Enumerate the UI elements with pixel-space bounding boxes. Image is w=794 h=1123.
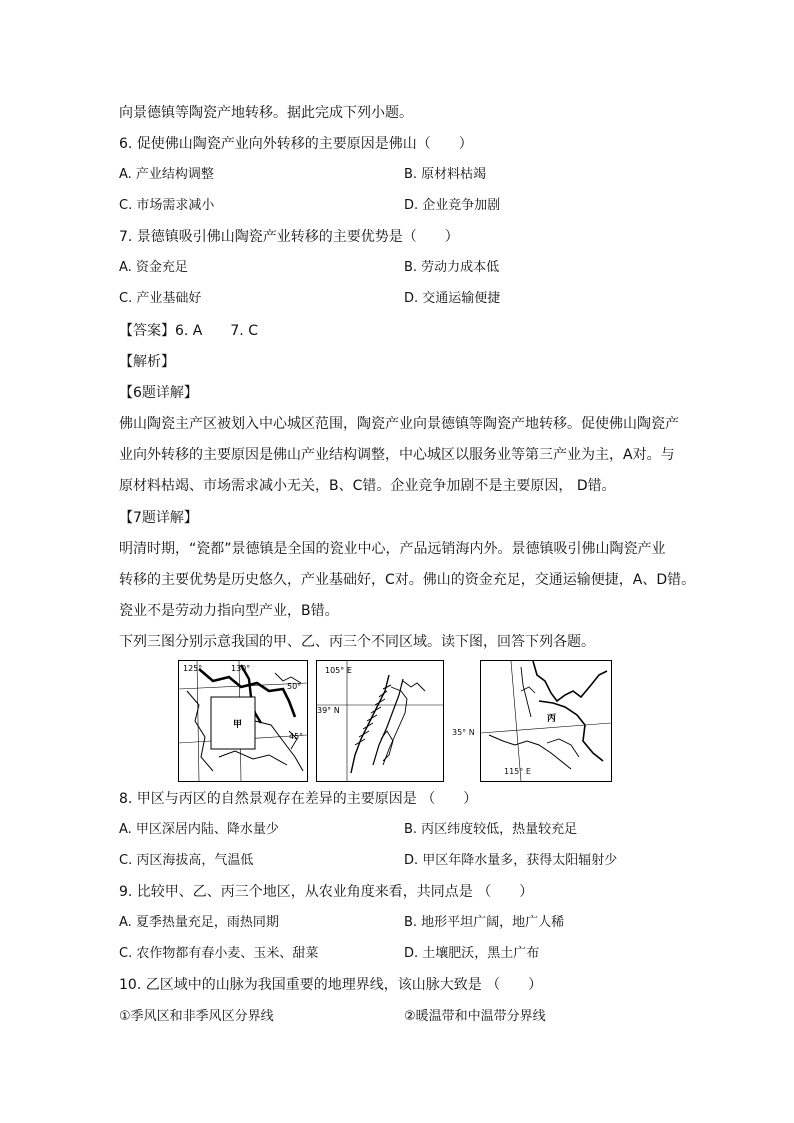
jia-lat-45-label: 45° [289,732,304,741]
yi-lon-105-label: 105° E [325,666,352,675]
q9-option-b: B. 地形平坦广阔，地广人稀 [404,915,565,930]
q7-option-b: B. 劳动力成本低 [404,260,500,275]
q6-option-d: D. 企业竞争加剧 [404,198,501,213]
q9-option-c: C. 农作物都有春小麦、玉米、甜菜 [119,946,319,961]
q9-option-a: A. 夏季热量充足，雨热同期 [119,915,279,930]
q6-option-a: A. 产业结构调整 [119,167,214,182]
intro-text: 向景德镇等陶瓷产地转移。据此完成下列小题。 [119,105,413,121]
q7-option-a: A. 资金充足 [119,260,188,275]
q10-item-2: ②暖温带和中温带分界线 [404,1009,546,1024]
q8-option-a: A. 甲区深居内陆、降水量少 [119,822,279,837]
analysis-heading: 【解析】 [119,354,175,370]
q6-option-c: C. 市场需求减小 [119,198,215,213]
answer-line: 【答案】6. A 7. C [119,323,258,339]
map-jia [178,660,308,782]
map-bing [480,660,612,782]
question-7: 7. 景德镇吸引佛山陶瓷产业转移的主要优势是（ ） [119,229,459,245]
q7-option-c: C. 产业基础好 [119,291,202,306]
jia-lon-130-label: 130° [231,664,251,673]
jia-lon-125-label: 125° [183,664,203,673]
yi-lat-39-label: 39° N [317,706,340,715]
question-9: 9. 比较甲、乙、丙三个地区，从农业角度来看，共同点是 （ ） [119,884,534,900]
map-intro-text: 下列三图分别示意我国的甲、乙、丙三个不同区域。读下图，回答下列各题。 [119,634,595,650]
q9-option-d: D. 土壤肥沃，黑土广布 [404,946,540,961]
jia-lat-50-label: 50° [287,682,302,691]
explanation-line-3: 原材料枯竭、市场需求减小无关，B、C错。企业竞争加剧不是主要原因， D错。 [119,478,616,494]
q7-option-d: D. 交通运输便捷 [404,291,501,306]
q6-option-b: B. 原材料枯竭 [404,167,487,182]
detail-7-heading: 【7题详解】 [119,510,198,526]
explanation-line-5: 转移的主要优势是历史悠久，产业基础好，C对。佛山的资金充足，交通运输便捷，A、D错。 [119,572,696,588]
bing-region-label: 丙 [547,714,557,724]
explanation-line-4: 明清时期，“瓷都”景德镇是全国的瓷业中心，产品远销海内外。景德镇吸引佛山陶瓷产业 [119,541,666,557]
question-8: 8. 甲区与丙区的自然景观存在差异的主要原因是 （ ） [119,791,478,807]
q10-item-1: ①季风区和非季风区分界线 [119,1009,274,1024]
explanation-line-6: 瓷业不是劳动力指向型产业，B错。 [119,603,339,619]
question-6: 6. 促使佛山陶瓷产业向外转移的主要原因是佛山（ ） [119,136,473,152]
detail-6-heading: 【6题详解】 [119,385,198,401]
map-yi [316,660,444,782]
bing-lat-35-label: 35° N [452,728,475,737]
q8-option-d: D. 甲区年降水量多，获得太阳辐射少 [404,853,618,868]
question-10: 10. 乙区域中的山脉为我国重要的地理界线，该山脉大致是 （ ） [119,977,543,993]
q8-option-b: B. 丙区纬度较低，热量较充足 [404,822,578,837]
bing-lon-115-label: 115° E [504,767,531,776]
explanation-line-2: 业向外转移的主要原因是佛山产业结构调整，中心城区以服务业等第三产业为主，A对。与 [119,447,675,463]
region-maps [178,660,612,782]
q8-option-c: C. 丙区海拔高，气温低 [119,853,254,868]
jia-region-label: 甲 [233,720,243,730]
explanation-line-1: 佛山陶瓷主产区被划入中心城区范围，陶瓷产业向景德镇等陶瓷产地转移。促使佛山陶瓷产 [119,416,679,432]
